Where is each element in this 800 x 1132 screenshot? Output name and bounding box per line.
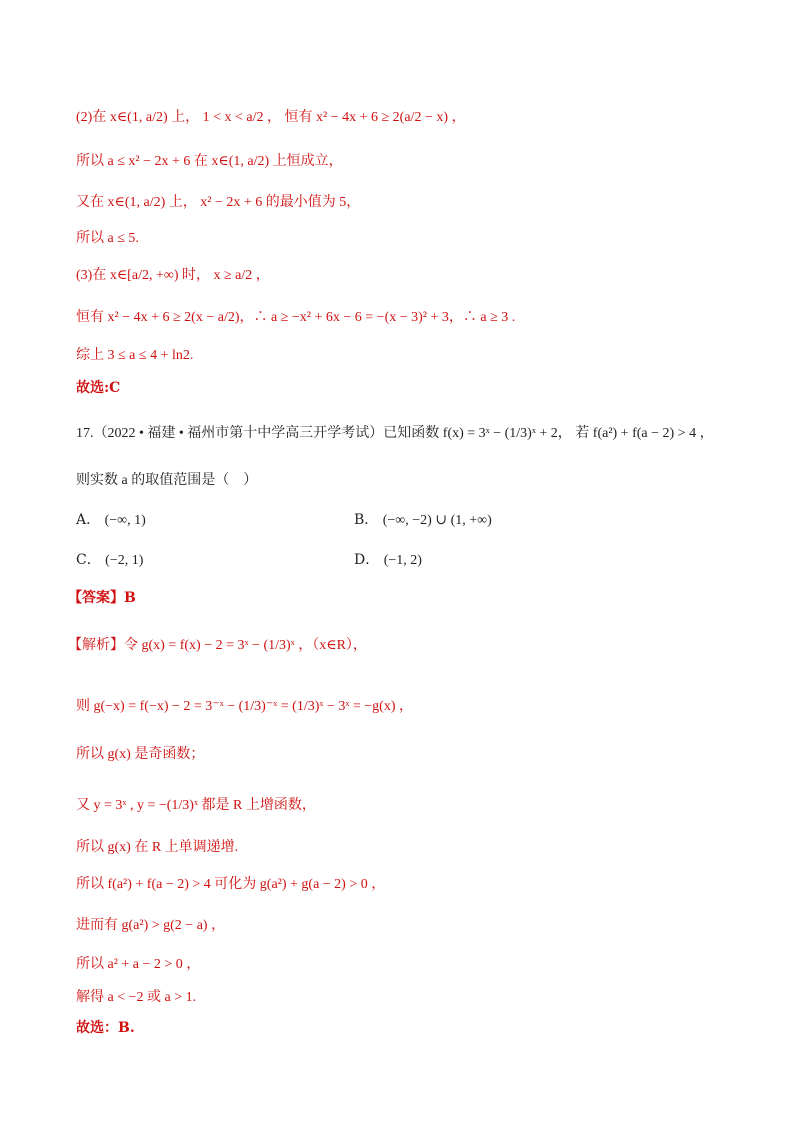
analysis-line-10: 故选：B. <box>76 1020 135 1036</box>
analysis-line-7: 进而有 g(a²) > g(2 − a) ， <box>76 918 226 933</box>
option-d-text: (−1, 2) <box>383 553 422 568</box>
option-d <box>354 550 422 571</box>
option-c <box>76 550 143 571</box>
analysis-line-2: 则 g(−x) = f(−x) − 2 = 3⁻ˣ − (1/3)⁻ˣ = (1/3)ˣ − 3ˣ = −g(x) ， <box>76 699 413 714</box>
sol-line-5: (3)在 x∈[a/2, +∞) 时， x ≥ a/2 ， <box>76 268 270 283</box>
analysis-line-8: 所以 a² + a − 2 > 0 ， <box>76 957 201 972</box>
option-c-text: (−2, 1) <box>105 553 144 568</box>
analysis-line-6: 所以 f(a²) + f(a − 2) > 4 可化为 g(a²) + g(a − 2) > 0 ， <box>76 877 386 892</box>
sol-line-2: 所以 a ≤ x² − 2x + 6 在 x∈(1, a/2) 上恒成立， <box>76 154 343 169</box>
sol-line-4: 所以 a ≤ 5. <box>76 231 139 246</box>
option-a-label: A． <box>76 512 101 528</box>
option-b-text: (−∞, −2) ∪ (1, +∞) <box>382 513 492 528</box>
analysis-line-1: 【解析】令 g(x) = f(x) − 2 = 3ˣ − (1/3)ˣ ，（x∈R）， <box>68 638 367 653</box>
sol-line-1: (2)在 x∈(1, a/2) 上， 1 < x < a/2 ， 恒有 x² − 4x + 6 ≥ 2(a/2 − x) ， <box>76 110 466 125</box>
analysis-line-9: 解得 a < −2 或 a > 1. <box>76 990 197 1005</box>
question-stem-2: 则实数 a 的取值范围是（ ） <box>76 473 258 488</box>
sol-line-7: 综上 3 ≤ a ≤ 4 + ln2. <box>76 348 194 363</box>
analysis-line-4: 又 y = 3ˣ , y = −(1/3)ˣ 都是 R 上增函数， <box>76 798 316 813</box>
analysis-line-5: 所以 g(x) 在 R 上单调递增. <box>76 840 239 855</box>
option-a-text: (−∞, 1) <box>104 513 146 528</box>
option-a <box>76 510 146 531</box>
sol-line-3: 又在 x∈(1, a/2) 上， x² − 2x + 6 的最小值为 5， <box>76 195 361 210</box>
option-d-label: D． <box>354 552 380 568</box>
option-b <box>354 510 492 531</box>
sol-line-6: 恒有 x² − 4x + 6 ≥ 2(x − a/2)，∴ a ≥ −x² + 6x − 6 = −(x − 3)² + 3，∴ a ≥ 3 . <box>76 310 516 325</box>
answer: 【答案】B <box>68 590 136 606</box>
question-stem: 17.（2022 • 福建 • 福州市第十中学高三开学考试）已知函数 f(x) = 3ˣ − (1/3)ˣ + 2， 若 f(a²) + f(a − 2) > 4 ， <box>76 426 714 441</box>
option-b-label: B． <box>354 512 379 528</box>
sol-line-8: 故选:C <box>76 380 121 396</box>
option-c-label: C． <box>76 552 101 568</box>
analysis-line-3: 所以 g(x) 是奇函数； <box>76 747 205 762</box>
